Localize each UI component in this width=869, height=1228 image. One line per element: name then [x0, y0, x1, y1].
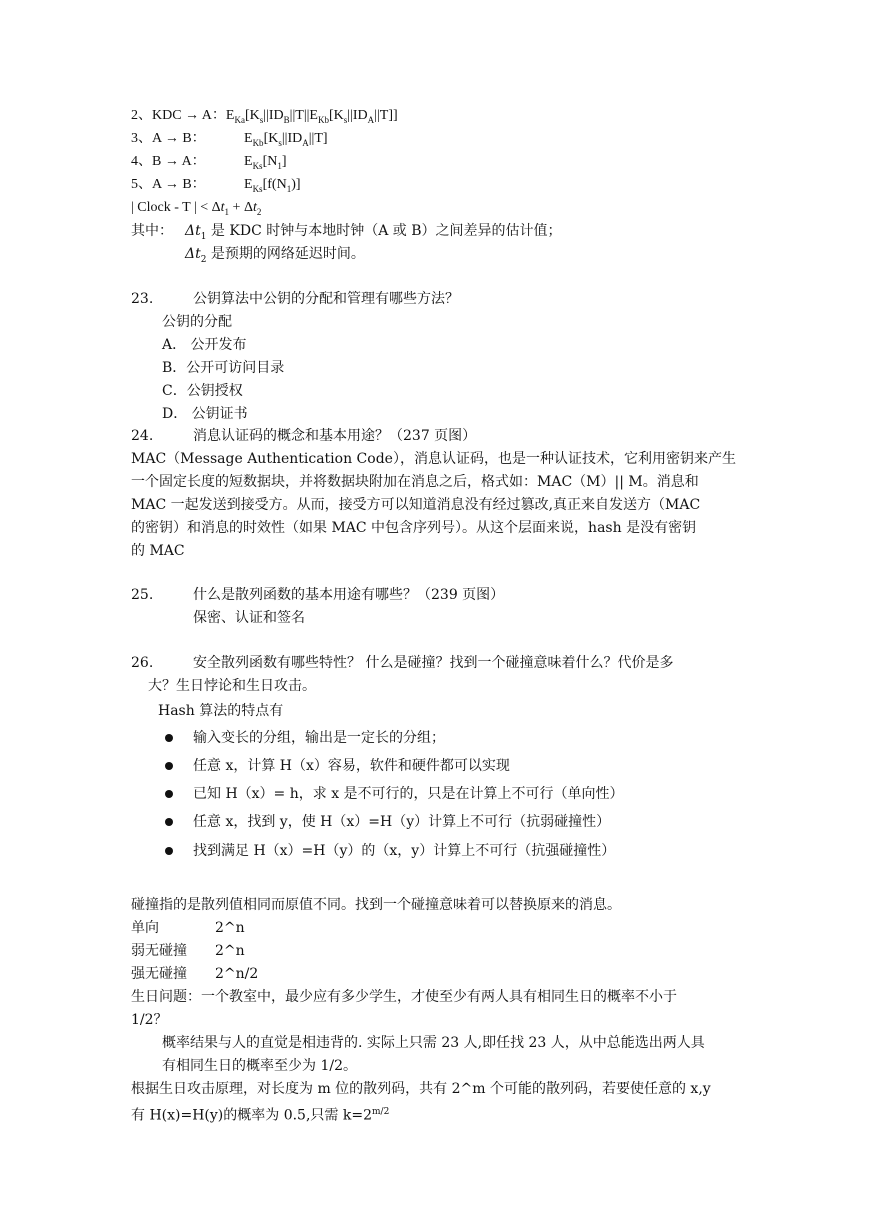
q23-item-b: B．公开可访问目录 [162, 360, 285, 376]
q25-question: 什么是散列函数的基本用途有哪些？（239 页图） [193, 587, 505, 603]
q23-number: 23. [131, 291, 154, 307]
q24-answer-line: MAC（Message Authentication Code），消息认证码，也是一种认证技术，它利用密钥来产生 [131, 451, 736, 467]
table-label-strong: 强无碰撞 [131, 966, 187, 982]
table-value-strong: 2^n/2 [215, 966, 259, 982]
bullet-dot [165, 847, 173, 855]
q24-answer-line: MAC 一起发送到接受方。从而，接受方可以知道消息没有经过篡改,真正来自发送方（MAC [131, 497, 701, 513]
q25-number: 25. [131, 587, 154, 603]
q25-answer: 保密、认证和签名 [193, 610, 305, 626]
bullet-dot [165, 790, 173, 798]
birthday-problem-line1: 生日问题：一个教室中，最少应有多少学生，才使至少有两人具有相同生日的概率不小于 [131, 989, 677, 1005]
attack-line2: 有 H(x)=H(y)的概率为 0.5,只需 $k=2^{m/2}$ [131, 1107, 390, 1124]
bullet-dot [165, 762, 173, 770]
attack-line1: 根据生日攻击原理，对长度为 m 位的散列码，共有 2^m 个可能的散列码，若要使任意的 x,y [131, 1081, 711, 1097]
q26-question-line2: 大？生日悖论和生日攻击。 [148, 678, 316, 694]
q23-item-c: C．公钥授权 [162, 383, 243, 399]
probability-line2: 有相同生日的概率至少为 1/2。 [162, 1058, 357, 1074]
birthday-problem-line2: 1/2？ [131, 1012, 168, 1028]
q26-heading: Hash 算法的特点有 [158, 703, 284, 719]
protocol-step-5: 5、A → B： $E_{Ks}[f(N_1)]$ [131, 177, 301, 194]
q24-number: 24. [131, 428, 154, 444]
protocol-step-3: 3、A → B： $E_{Kb}[K_s||ID_A||T]$ [131, 131, 328, 148]
q26-number: 26. [131, 655, 154, 671]
q23-question: 公钥算法中公钥的分配和管理有哪些方法？ [193, 291, 459, 307]
bullet-dot [165, 818, 173, 826]
bullet-dot [165, 734, 173, 742]
clock-condition: | Clock - T | < $\Delta t_1 + \Delta t_2$ [131, 200, 262, 217]
table-value-weak: 2^n [215, 943, 245, 959]
q24-answer-line: 的密钥）和消息的时效性（如果 MAC 中包含序列号）。从这个层面来说，hash 是没有密钥 [131, 520, 697, 536]
collision-definition: 碰撞指的是散列值相同而原值不同。找到一个碰撞意味着可以替换原来的消息。 [131, 897, 621, 913]
protocol-step-2: 2、KDC → A：$E_{Ka}[K_s||ID_B||T||E_{Kb}[K_s||ID_A||T]]$ [131, 108, 398, 125]
where-line-1: 其中： $\Delta t_1$ 是 KDC 时钟与本地时钟（A 或 B）之间差异的估计值； [131, 223, 562, 242]
table-label-weak: 弱无碰撞 [131, 943, 187, 959]
q24-answer-line: 的 MAC [131, 543, 185, 559]
table-value-oneway: 2^n [215, 920, 245, 936]
protocol-step-4: 4、B → A： $E_{Ks}[N_1]$ [131, 154, 287, 171]
q23-item-a: A． 公开发布 [162, 337, 247, 353]
q23-heading: 公钥的分配 [162, 314, 232, 330]
q26-bullet-5: 找到满足 H（x）=H（y）的（x，y）计算上不可行（抗强碰撞性） [193, 843, 616, 859]
q26-bullet-2: 任意 x，计算 H（x）容易，软件和硬件都可以实现 [193, 758, 510, 774]
q26-bullet-1: 输入变长的分组，输出是一定长的分组； [193, 730, 445, 746]
q26-question-line1: 安全散列函数有哪些特性？ 什么是碰撞？找到一个碰撞意味着什么？代价是多 [193, 655, 674, 671]
q23-item-d: D． 公钥证书 [162, 406, 248, 422]
where-line-2: $\Delta t_2$ 是预期的网络延迟时间。 [185, 246, 365, 265]
q26-bullet-4: 任意 x，找到 y，使 H（x）=H（y）计算上不可行（抗弱碰撞性） [193, 814, 611, 830]
q26-bullet-3: 已知 H（x）= h，求 x 是不可行的，只是在计算上不可行（单向性） [193, 786, 624, 802]
q24-question: 消息认证码的概念和基本用途？（237 页图） [193, 428, 477, 444]
q24-answer-line: 一个固定长度的短数据块，并将数据块附加在消息之后，格式如：MAC（M）|| M。消息和 [131, 474, 699, 490]
table-label-oneway: 单向 [131, 920, 159, 936]
probability-line1: 概率结果与人的直觉是相违背的. 实际上只需 23 人,即任找 23 人，从中总能选出两人具 [162, 1035, 705, 1051]
